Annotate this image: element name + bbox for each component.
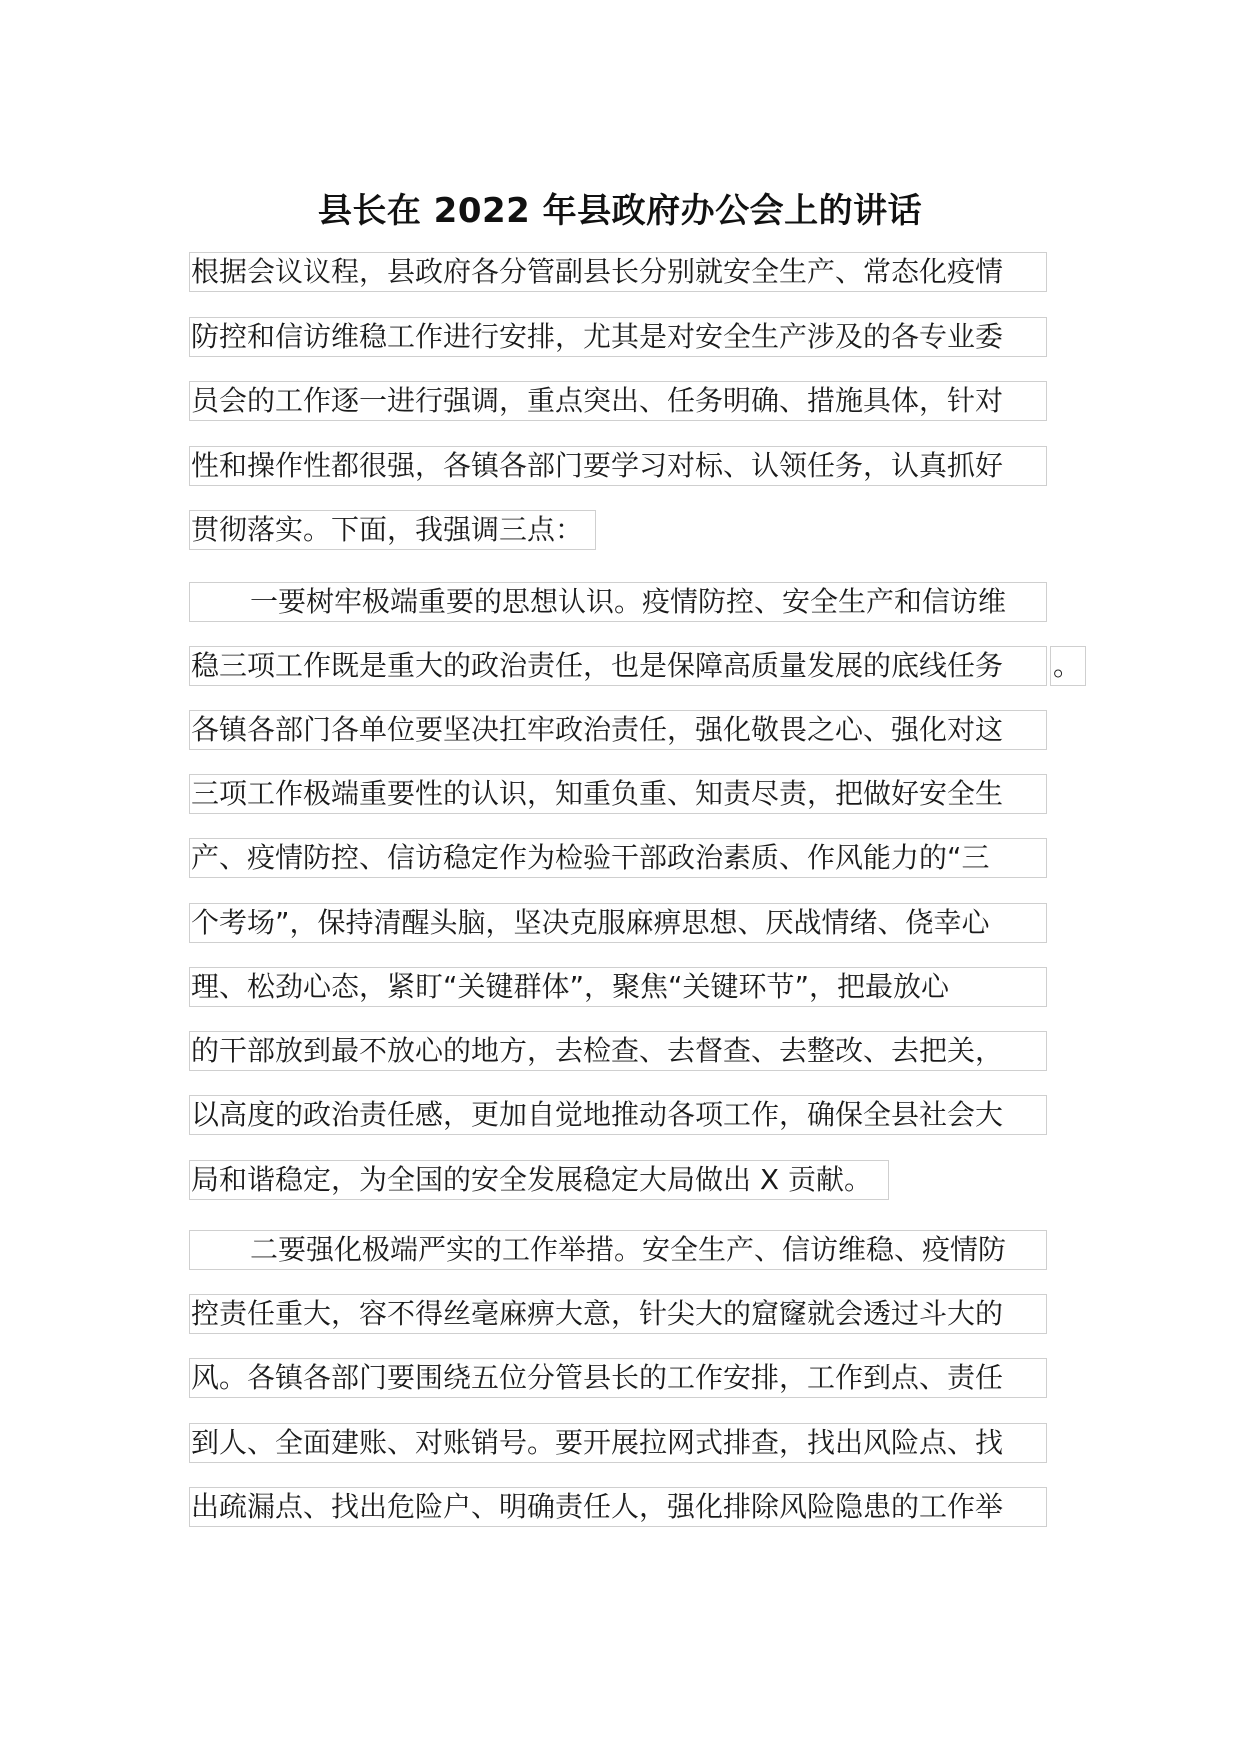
text-line-17: 控责任重大，容不得丝毫麻痹大意，针尖大的窟窿就会透过斗大的 bbox=[189, 1294, 1047, 1334]
text-line-5: 贯彻落实。下面，我强调三点： bbox=[189, 510, 596, 550]
text-line-18: 风。各镇各部门要围绕五位分管县长的工作安排，工作到点、责任 bbox=[189, 1358, 1047, 1398]
text-line-10: 产、疫情防控、信访稳定作为检验干部政治素质、作风能力的“三 bbox=[189, 838, 1047, 878]
text-line-1: 根据会议议程，县政府各分管副县长分别就安全生产、常态化疫情 bbox=[189, 252, 1047, 292]
text-line-13: 的干部放到最不放心的地方，去检查、去督查、去整改、去把关， bbox=[189, 1031, 1047, 1071]
text-line-20: 出疏漏点、找出危险户、明确责任人，强化排除风险隐患的工作举 bbox=[189, 1487, 1047, 1527]
text-line-7: 稳三项工作既是重大的政治责任，也是保障高质量发展的底线任务 bbox=[189, 646, 1047, 686]
text-line-4: 性和操作性都很强，各镇各部门要学习对标、认领任务，认真抓好 bbox=[189, 446, 1047, 486]
text-line-3: 员会的工作逐一进行强调，重点突出、任务明确、措施具体，针对 bbox=[189, 381, 1047, 421]
text-line-12: 理、松劲心态，紧盯“关键群体”，聚焦“关键环节”，把最放心 bbox=[189, 967, 1047, 1007]
text-line-8: 各镇各部门各单位要坚决扛牢政治责任，强化敬畏之心、强化对这 bbox=[189, 710, 1047, 750]
text-line-15: 局和谐稳定，为全国的安全发展稳定大局做出 X 贡献。 bbox=[189, 1160, 889, 1200]
text-line-9: 三项工作极端重要性的认识，知重负重、知责尽责，把做好安全生 bbox=[189, 774, 1047, 814]
text-line-2: 防控和信访维稳工作进行安排，尤其是对安全生产涉及的各专业委 bbox=[189, 317, 1047, 357]
text-line-14: 以高度的政治责任感，更加自觉地推动各项工作，确保全县社会大 bbox=[189, 1095, 1047, 1135]
text-line-19: 到人、全面建账、对账销号。要开展拉网式排查，找出风险点、找 bbox=[189, 1423, 1047, 1463]
text-line-16: 二要强化极端严实的工作举措。安全生产、信访维稳、疫情防 bbox=[189, 1230, 1047, 1270]
text-line-6: 一要树牢极端重要的思想认识。疫情防控、安全生产和信访维 bbox=[189, 582, 1047, 622]
document-title: 县长在 2022 年县政府办公会上的讲话 bbox=[317, 191, 923, 231]
text-line-11: 个考场”，保持清醒头脑，坚决克服麻痹思想、厌战情绪、侥幸心 bbox=[189, 903, 1047, 943]
overflow-punctuation: 。 bbox=[1050, 646, 1086, 686]
